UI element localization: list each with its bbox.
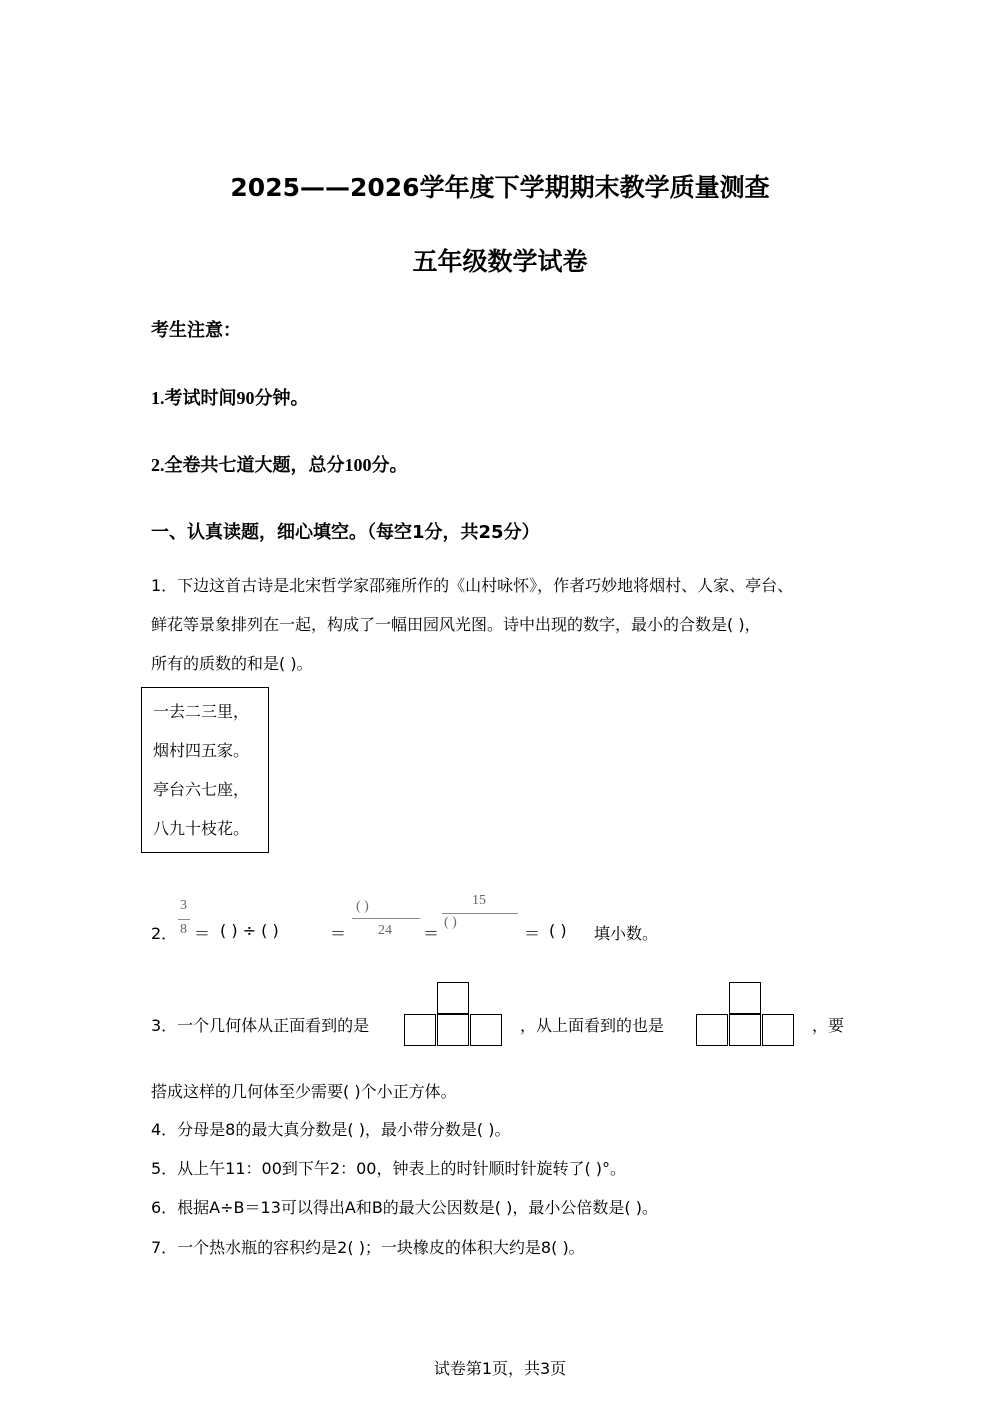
fraction-bar [178, 919, 190, 920]
exam-title: 2025——2026学年度下学期期末教学质量测查 [230, 173, 770, 202]
fraction-numerator: 3 [180, 898, 187, 913]
q3-part-1: 3．一个几何体从正面看到的是 [151, 1016, 370, 1035]
cube-square [470, 1014, 502, 1046]
page-footer: 试卷第1页，共3页 [433, 1359, 567, 1378]
section-heading: 一、认真读题，细心填空。（每空1分，共25分） [151, 522, 540, 543]
poem-line: 烟村四五家。 [153, 741, 250, 760]
poem-line: 一去二三里， [153, 702, 250, 721]
notice-item-score: 2.全卷共七道大题，总分100分。 [151, 455, 408, 475]
q6-text: 6．根据A÷B＝13可以得出A和B的最大公因数是( )，最小公倍数是( )。 [151, 1198, 658, 1217]
q3-part-2: ，从上面看到的也是 [520, 1016, 665, 1035]
fraction-numerator: 15 [472, 893, 486, 908]
fraction-numerator-blank: ( ) [356, 899, 369, 914]
fraction-denominator-blank: ( ) [444, 915, 457, 930]
cube-square [696, 1014, 728, 1046]
exam-subtitle: 五年级数学试卷 [412, 247, 588, 276]
q1-line-1: 1．下边这首古诗是北宋哲学家邵雍所作的《山村咏怀》，作者巧妙地将烟村、人家、亭台、 [151, 576, 794, 595]
q1-line-2: 鲜花等景象排列在一起，构成了一幅田园风光图。诗中出现的数字，最小的合数是( )， [151, 615, 761, 634]
q1-line-3: 所有的质数的和是( )。 [151, 654, 313, 673]
cube-square [437, 1014, 469, 1046]
equals-sign: ＝ [330, 924, 347, 943]
q4-text: 4．分母是8的最大真分数是( )，最小带分数是( )。 [151, 1120, 511, 1139]
fraction-bar [352, 918, 420, 919]
fraction-denominator: 8 [180, 922, 187, 937]
cube-square [729, 1014, 761, 1046]
notice-heading: 考生注意： [151, 320, 241, 341]
cube-square [437, 982, 469, 1014]
equals-sign: ＝ [194, 924, 211, 943]
q2-instruction: 填小数。 [594, 924, 659, 943]
equals-sign: ＝ [423, 924, 440, 943]
q7-text: 7．一个热水瓶的容积约是2( )；一块橡皮的体积大约是8( )。 [151, 1238, 585, 1257]
poem-line: 亭台六七座， [153, 780, 250, 799]
q2-number: 2． [151, 924, 178, 943]
fraction-bar [442, 913, 518, 914]
cube-square [729, 982, 761, 1014]
q3-part-3: ，要 [812, 1016, 845, 1035]
equals-sign: ＝ [524, 924, 541, 943]
division-blanks: ( ) ÷ ( ) [220, 921, 279, 940]
q5-text: 5．从上午11：00到下午2：00，钟表上的时针顺时针旋转了( )°。 [151, 1159, 627, 1178]
poem-line: 八九十枝花。 [153, 819, 250, 838]
cube-square [404, 1014, 436, 1046]
cube-square [762, 1014, 794, 1046]
q3-line-2: 搭成这样的几何体至少需要( )个小正方体。 [151, 1082, 457, 1101]
notice-item-time: 1.考试时间90分钟。 [151, 388, 309, 408]
fraction-denominator: 24 [378, 923, 392, 938]
decimal-blank: ( ) [549, 921, 567, 940]
